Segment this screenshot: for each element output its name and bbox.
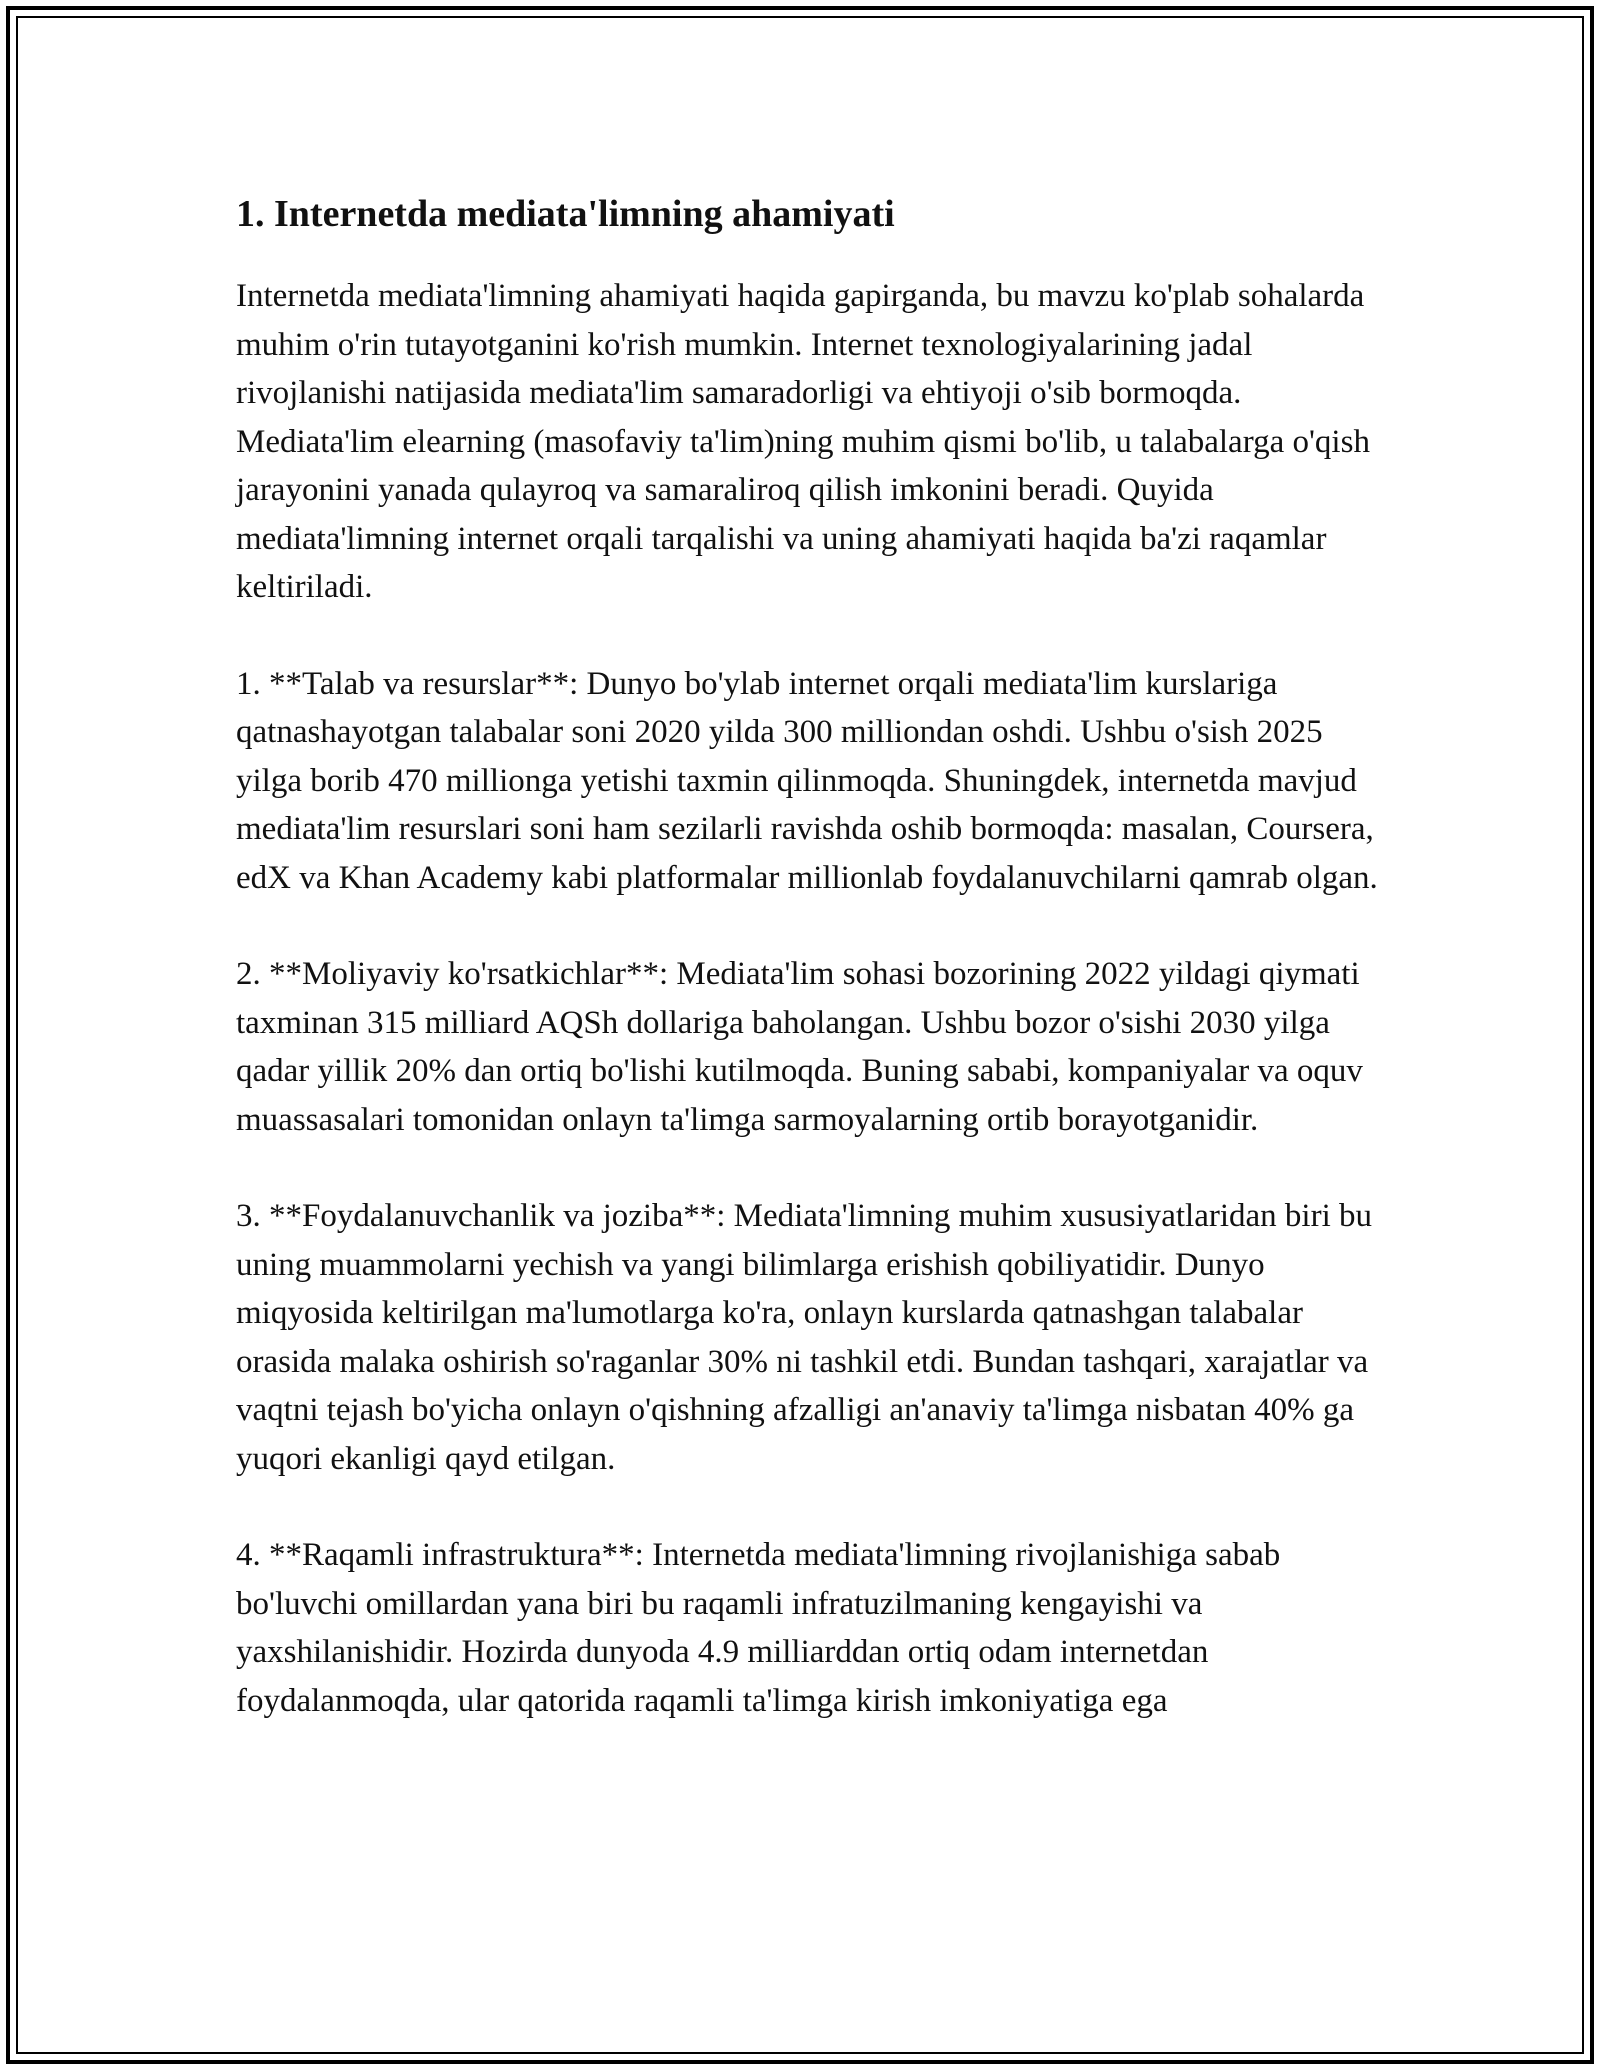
intro-paragraph: Internetda mediata'limning ahamiyati haqida gapirganda, bu mavzu ko'plab sohalarda muhim o'rin tutayotganini ko'rish mumkin. Internet texnologiyalarining jadal rivojlanishi natijasida mediata'lim samaradorligi va ehtiyoji o'sib bormoqda. Mediata'lim elearning (masofaviy ta'lim)ning muhim qismi bo'lib, u talabalarga o'qish jarayonini yanada qulayroq va samaraliroq qilish imkonini beradi. Quyida mediata'limning internet orqali tarqalishi va uning ahamiyati haqida ba'zi raqamlar keltiriladi. — [236, 278, 1370, 605]
document-body — [236, 186, 1386, 1773]
paragraph-talab-va-resurslar: 1. **Talab va resurslar**: Dunyo bo'ylab internet orqali mediata'lim kurslariga qatnashayotgan talabalar soni 2020 yilda 300 milliondan oshdi. Ushbu o'sish 2025 yilga borib 470 millionga yetishi taxmin qilinmoqda. Shuningdek, internetda mavjud mediata'lim resurslari soni ham sezilarli ravishda oshib bormoqda: masalan, Coursera, edX va Khan Academy kabi platformalar millionlab foydalanuvchilarni qamrab olgan. — [236, 665, 1378, 896]
paragraph-moliyaviy-korsatkichlar: 2. **Moliyaviy ko'rsatkichlar**: Mediata'lim sohasi bozorining 2022 yildagi qiymati taxminan 315 milliard AQSh dollariga baholangan. Ushbu bozor o'sishi 2030 yilga qadar yillik 20% dan ortiq bo'lishi kutilmoqda. Buning sababi, kompaniyalar va oquv muassasalari tomonidan onlayn ta'limga sarmoyalarning ortib borayotganidir. — [236, 956, 1363, 1138]
section-heading: 1. Internetda mediata'limning ahamiyati — [236, 193, 895, 235]
paragraph-foydalanuvchanlik-va-joziba: 3. **Foydalanuvchanlik va joziba**: Mediata'limning muhim xususiyatlaridan biri bu uning muammolarni yechish va yangi bilimlarga erishish qobiliyatidir. Dunyo miqyosida keltirilgan ma'lumotlarga ko'ra, onlayn kurslarda qatnashgan talabalar orasida malaka oshirish so'raganlar 30% ni tashkil etdi. Bundan tashqari, xarajatlar va vaqtni tejash bo'yicha onlayn o'qishning afzalligi an'anaviy ta'limga nisbatan 40% ga yuqori ekanligi qayd etilgan. — [236, 1198, 1373, 1477]
paragraph-raqamli-infrastruktura: 4. **Raqamli infrastruktura**: Internetda mediata'limning rivojlanishiga sabab bo'luvchi omillardan yana biri bu raqamli infratuzilmaning kengayishi va yaxshilanishidir. Hozirda dunyoda 4.9 milliarddan ortiq odam internetdan foydalanmoqda, ular qatorida raqamli ta'limga kirish imkoniyatiga ega — [236, 1537, 1281, 1719]
